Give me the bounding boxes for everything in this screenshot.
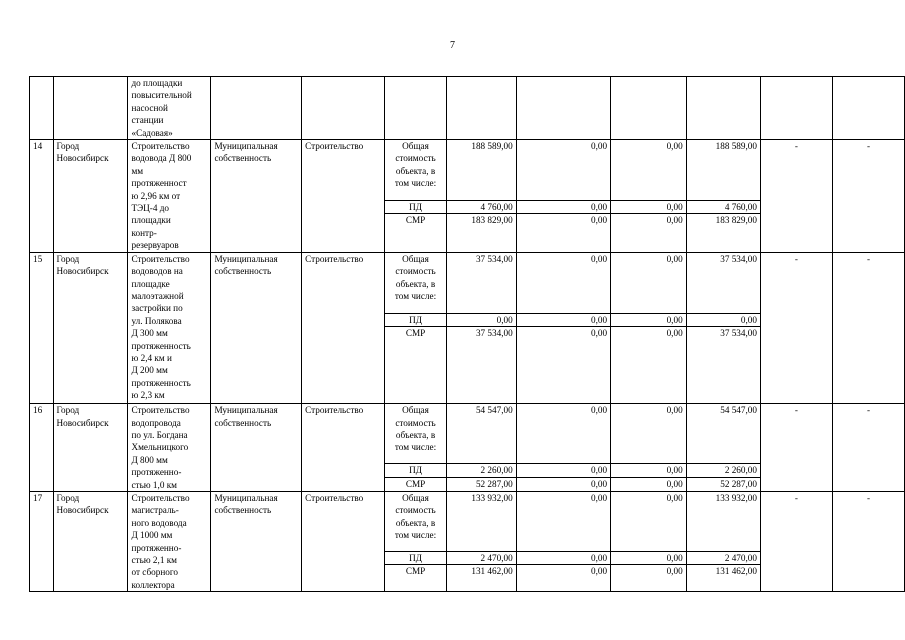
- cost-value-cell: 0,00: [516, 140, 610, 201]
- place-text: Город Новосибирск: [56, 405, 109, 428]
- page-number: 7: [450, 40, 455, 51]
- cost-label-cell: [384, 140, 446, 201]
- object-text: до площадки повысительной насосной станции «Садовая»: [131, 78, 192, 138]
- place-text: Город Новосибирск: [56, 253, 109, 277]
- smr-value-cell: 131 462,00: [686, 565, 760, 592]
- num-cell: 16: [30, 404, 54, 492]
- cost-label-text: Общая стоимость объекта, в том числе:: [394, 253, 437, 301]
- table-row: [30, 491, 905, 551]
- smr-label-cell: СМР: [384, 327, 446, 404]
- pd-label-cell: ПД: [384, 313, 446, 326]
- type-cell: [302, 77, 385, 140]
- cost-value-cell: 37 534,00: [447, 252, 517, 313]
- pd-value-cell: 0,00: [516, 551, 610, 564]
- smr-value-cell: 0,00: [516, 214, 610, 252]
- smr-value-cell: 183 829,00: [447, 214, 517, 252]
- pd-value-cell: 0,00: [447, 313, 517, 326]
- type-cell: Строительство: [302, 491, 385, 591]
- ownership-cell: [211, 77, 302, 140]
- pd-value-cell: 0,00: [516, 313, 610, 326]
- cost-value-cell: 0,00: [516, 252, 610, 313]
- investment-table: [29, 76, 905, 592]
- object-cell: [128, 491, 211, 591]
- place-cell: [53, 252, 128, 403]
- smr-value-cell: 0,00: [516, 565, 610, 592]
- ownership-cell: [211, 140, 302, 253]
- value-cell: [516, 77, 610, 140]
- ownership-cell: [211, 252, 302, 403]
- pd-value-cell: 4 760,00: [447, 200, 517, 214]
- ownership-text: Муниципальная собственность: [214, 141, 278, 164]
- pd-value-cell: 0,00: [686, 313, 760, 326]
- cost-label-text: Общая стоимость объекта, в том числе:: [394, 405, 437, 453]
- ownership-text: Муниципальная собственность: [214, 405, 278, 428]
- pd-value-cell: 0,00: [611, 464, 687, 477]
- object-text: Строительство водопровода по ул. Богдана Хмельницкого Д 800 мм протяженно- стью 1,0 км: [131, 405, 190, 490]
- num-cell: 14: [30, 140, 54, 253]
- pd-label-cell: ПД: [384, 200, 446, 214]
- cost-value-cell: 0,00: [611, 140, 687, 201]
- ownership-text: Муниципальная собственность: [214, 492, 278, 516]
- table-row: [30, 252, 905, 313]
- cost-label-text: Общая стоимость объекта, в том числе:: [394, 141, 437, 189]
- pd-value-cell: 4 760,00: [686, 200, 760, 214]
- cost-value-cell: 0,00: [516, 491, 610, 551]
- type-cell: Строительство: [302, 252, 385, 403]
- place-cell: [53, 77, 128, 140]
- ownership-text: Муниципальная собственность: [214, 253, 278, 277]
- smr-value-cell: 0,00: [611, 214, 687, 252]
- object-text: Строительство водовода Д 800 мм протяженност ю 2,96 км от ТЭЦ-4 до площадки контр- резервуаров: [131, 141, 192, 251]
- object-text: Строительство водоводов на площадке малоэтажной застройки по ул. Полякова Д 300 мм протяженность ю 2,4 км и Д 200 мм протяженность ю 2,3 км: [131, 253, 191, 401]
- dash-cell: -: [832, 252, 904, 403]
- smr-value-cell: 52 287,00: [447, 477, 517, 491]
- value-cell: [611, 77, 687, 140]
- ownership-cell: [211, 404, 302, 492]
- smr-value-cell: 37 534,00: [686, 327, 760, 404]
- object-cell: [128, 404, 211, 492]
- dash-cell: -: [832, 140, 904, 253]
- smr-value-cell: 183 829,00: [686, 214, 760, 252]
- cost-value-cell: 37 534,00: [686, 252, 760, 313]
- place-text: Город Новосибирск: [56, 492, 109, 516]
- pd-label-cell: ПД: [384, 464, 446, 477]
- value-cell: [686, 77, 760, 140]
- table-body: [30, 77, 905, 592]
- table-row: [30, 140, 905, 201]
- pd-value-cell: 0,00: [611, 551, 687, 564]
- smr-label-cell: СМР: [384, 565, 446, 592]
- cost-label-text: Общая стоимость объекта, в том числе:: [394, 492, 437, 541]
- cost-value-cell: 0,00: [516, 404, 610, 464]
- smr-value-cell: 37 534,00: [447, 327, 517, 404]
- pd-value-cell: 2 260,00: [447, 464, 517, 477]
- pd-value-cell: 0,00: [611, 313, 687, 326]
- cost-value-cell: 188 589,00: [447, 140, 517, 201]
- num-cell: [30, 77, 54, 140]
- place-cell: [53, 404, 128, 492]
- cost-value-cell: 133 932,00: [686, 491, 760, 551]
- smr-value-cell: 131 462,00: [447, 565, 517, 592]
- smr-value-cell: 52 287,00: [686, 477, 760, 491]
- cost-label-cell: [384, 404, 446, 464]
- num-cell: 17: [30, 491, 54, 591]
- type-cell: Строительство: [302, 404, 385, 492]
- dash-cell: -: [760, 404, 832, 492]
- cost-value-cell: 0,00: [611, 252, 687, 313]
- table-row: [30, 404, 905, 464]
- ownership-cell: [211, 491, 302, 591]
- pd-value-cell: 0,00: [516, 200, 610, 214]
- dash-cell: -: [760, 252, 832, 403]
- type-cell: Строительство: [302, 140, 385, 253]
- dash-cell: [760, 77, 832, 140]
- pd-value-cell: 0,00: [516, 464, 610, 477]
- dash-cell: -: [832, 404, 904, 492]
- object-cell: [128, 252, 211, 403]
- cost-value-cell: 0,00: [611, 404, 687, 464]
- smr-label-cell: СМР: [384, 214, 446, 252]
- pd-value-cell: 0,00: [611, 200, 687, 214]
- dash-cell: -: [760, 140, 832, 253]
- dash-cell: [832, 77, 904, 140]
- cost-value-cell: 133 932,00: [447, 491, 517, 551]
- smr-value-cell: 0,00: [516, 327, 610, 404]
- object-cell: [128, 77, 211, 140]
- pd-value-cell: 2 260,00: [686, 464, 760, 477]
- smr-value-cell: 0,00: [516, 477, 610, 491]
- pd-value-cell: 2 470,00: [686, 551, 760, 564]
- object-text: Строительство магистраль- ного водовода Д 1000 мм протяженно- стью 2,1 км от сборного коллектора: [131, 492, 190, 590]
- table-row-continuation: [30, 77, 905, 140]
- dash-cell: -: [832, 491, 904, 591]
- dash-cell: -: [760, 491, 832, 591]
- cost-value-cell: 54 547,00: [686, 404, 760, 464]
- smr-value-cell: 0,00: [611, 565, 687, 592]
- smr-label-cell: СМР: [384, 477, 446, 491]
- pd-label-cell: ПД: [384, 551, 446, 564]
- cost-label-cell: [384, 77, 446, 140]
- place-cell: [53, 491, 128, 591]
- place-text: Город Новосибирск: [56, 141, 109, 164]
- cost-label-cell: [384, 252, 446, 313]
- value-cell: [447, 77, 517, 140]
- cost-value-cell: 0,00: [611, 491, 687, 551]
- pd-value-cell: 2 470,00: [447, 551, 517, 564]
- object-cell: [128, 140, 211, 253]
- cost-value-cell: 54 547,00: [447, 404, 517, 464]
- place-cell: [53, 140, 128, 253]
- smr-value-cell: 0,00: [611, 327, 687, 404]
- cost-value-cell: 188 589,00: [686, 140, 760, 201]
- num-cell: 15: [30, 252, 54, 403]
- cost-label-cell: [384, 491, 446, 551]
- smr-value-cell: 0,00: [611, 477, 687, 491]
